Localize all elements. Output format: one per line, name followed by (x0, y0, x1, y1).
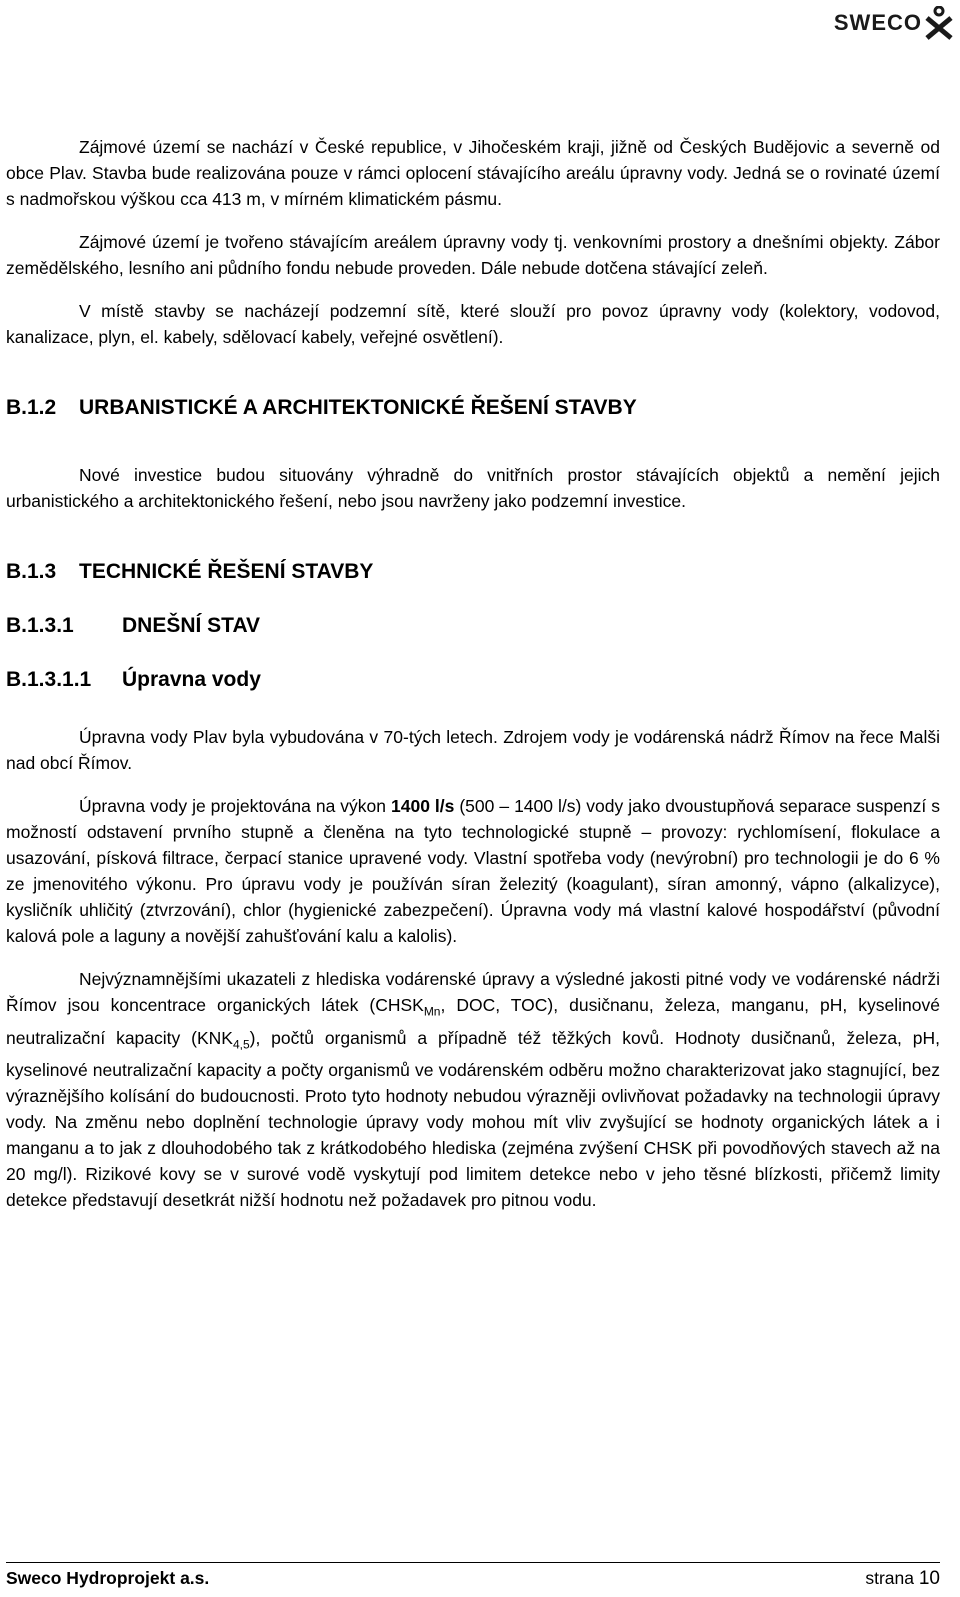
page-label: strana (865, 1568, 914, 1588)
logo-text: SWECO (833, 10, 922, 35)
footer-divider (6, 1562, 940, 1563)
section-title: TECHNICKÉ ŘEŠENÍ STAVBY (79, 560, 374, 583)
section-heading-b1311 (6, 666, 940, 694)
sweco-logo (834, 6, 954, 40)
page-footer (6, 1568, 940, 1589)
section-number: B.1.3 (6, 560, 57, 583)
section-title: URBANISTICKÉ A ARCHITEKTONICKÉ ŘEŠENÍ STAVBY (79, 396, 637, 419)
paragraph-plant-history: Úpravna vody Plav byla vybudována v 70-tých letech. Zdrojem vody je vodárenská nádrž Římov na řece Malši nad obcí Římov. (6, 727, 940, 773)
capacity-value: 1400 l/s (391, 796, 455, 816)
paragraph-underground-networks: V místě stavby se nacházejí podzemní sítě, které slouží pro povoz úpravny vody (kolektory, vodovod, kanalizace, plyn, el. kabely, sdělovací kabely, veřejné osvětlení). (6, 301, 940, 347)
paragraph-area-composition: Zájmové území je tvořeno stávajícím areálem úpravny vody tj. venkovními prostory a dnešními objekty. Zábor zemědělského, lesního ani půdního fondu nebude proveden. Dále nebude dotčena stávající zeleň. (6, 232, 940, 278)
section-number: B.1.3.1 (6, 614, 74, 637)
page-number: 10 (918, 1568, 940, 1589)
section-number: B.1.2 (6, 396, 57, 419)
paragraph-plant-capacity: Úpravna vody je projektována na výkon 1400 l/s (500 – 1400 l/s) vody jako dvoustupňová separace suspenzí s možností odstavení prvního stupně a členěna na tyto technologické stupně – provozy: rychlomísení, flokulace a usazování, písková filtrace, čerpací stanice upravené vody. Vlastní spotřeba vody (nevýrobní) pro technologii je do 6 % ze jmenovitého výkonu. Pro úpravu vody je používán síran železitý (koagulant), síran amonný, vápno (alkalizyce), kysličník uhličitý (ztvrzování), chlor (hygienické zabezpečení). Úpravna vody má vlastní kalové hospodářství (původní kalová pole a laguny a novější zahušťování kalu a kalolis). (6, 796, 941, 946)
sweco-mark-icon (924, 6, 954, 40)
section-heading-b13 (6, 558, 940, 586)
paragraph-area-description: Zájmové území se nachází v České republice, v Jihočeském kraji, jižně od Českých Budějovic a severně od obce Plav. Stavba bude realizována pouze v rámci oplocení stávajícího areálu úpravny vody. Jedná se o rovinaté území s nadmořskou výškou cca 413 m, v mírném klimatickém pásmu. (6, 137, 940, 209)
section-heading-b131 (6, 612, 940, 640)
paragraph-quality-indicators: Nejvýznamnějšími ukazateli z hlediska vodárenské úpravy a výsledné jakosti pitné vody ve vodárenské nádrži Římov jsou koncentrace organických látek ($CHSK_{Mn}$, DOC, TOC), dusičnanu, železa, manganu, pH, kyselinové neutralizační kapacity $(KNK_{4,5})$, počtů organismů a případně též těžkých kovů. Hodnoty dusičnanů, železa, pH, kyselinové neutralizační kapacity a počty organismů ve vodárenském odběru možno charakterizovat jako stagnující, bez výraznějšího kolísání do budoucnosti. Proto tyto hodnoty nebudou výrazněji ovlivňovat požadavky na technologii úpravy vody. Na změnu nebo doplnění technologie úpravy vody mohou mít vliv zvyšující se hodnoty organických látek a i manganu a to jak z dlouhodobého tak z krátkodobého hlediska (zejména zvýšení CHSK při povodňových stavech až na 20 mg/l). Rizikové kovy se v surové vodě vyskytují pod limitem detekce nebo v jeho těsné blízkosti, přičemž limity detekce představují desetkrát nižší hodnotu než požadavek pro pitnou vodu. (6, 969, 940, 1210)
paragraph-urban-solution: Nové investice budou situovány výhradně do vnitřních prostor stávajících objektů a nemění jejich urbanistického a architektonického řešení, nebo jsou navrženy jako podzemní investice. (6, 465, 940, 511)
section-heading-b12 (6, 394, 940, 422)
page-indicator (865, 1568, 940, 1590)
document-body (6, 134, 940, 1213)
section-title: DNEŠNÍ STAV (122, 614, 261, 637)
section-title: Úpravna vody (122, 668, 261, 691)
section-number: B.1.3.1.1 (6, 668, 92, 691)
footer-company: Sweco Hydroprojekt a.s. (6, 1568, 210, 1588)
